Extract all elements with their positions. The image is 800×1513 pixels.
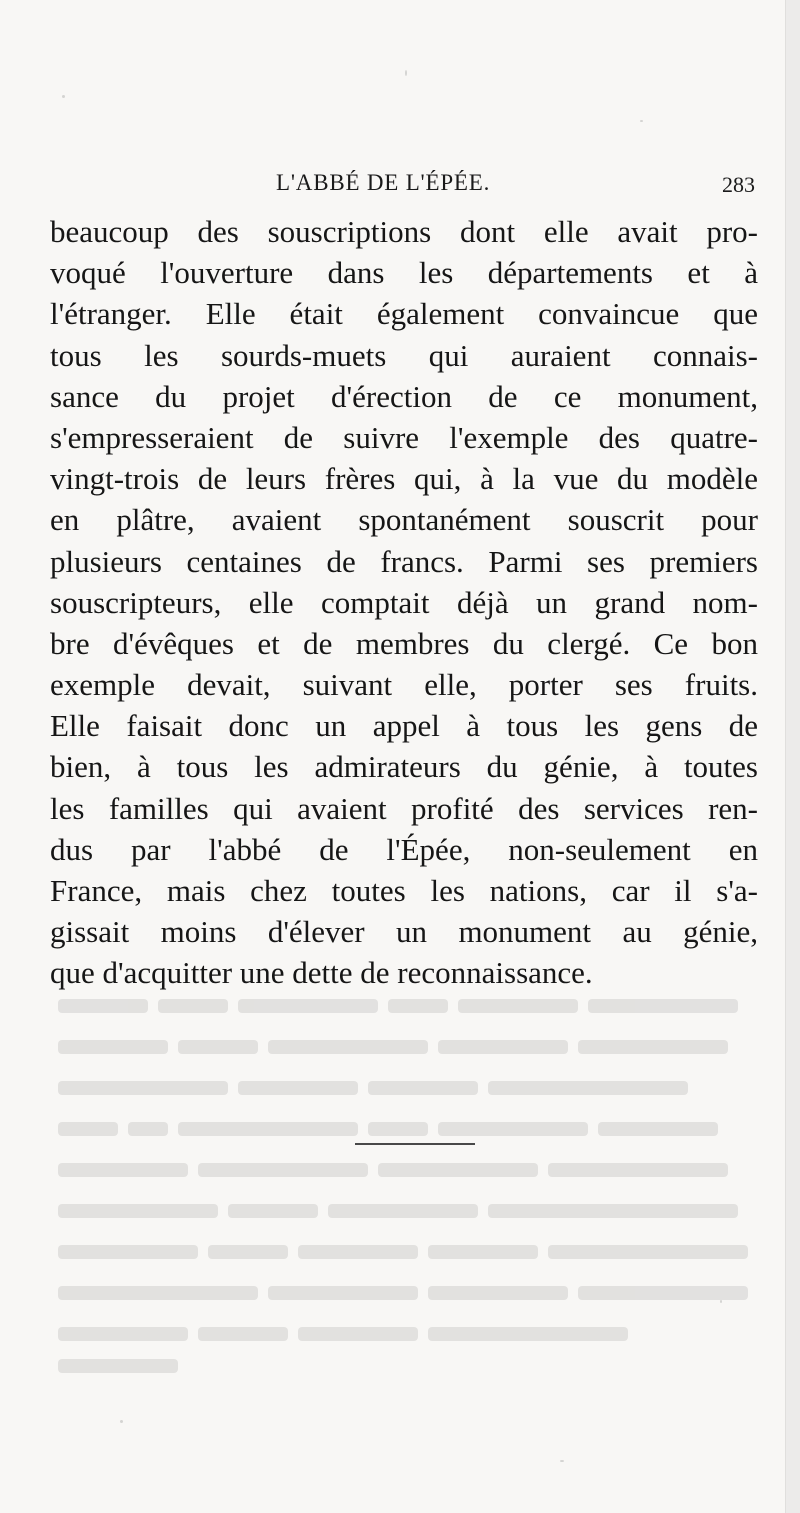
paper-speck — [62, 95, 65, 98]
text-line: en plâtre, avaient spontanément souscrit pour — [50, 502, 758, 538]
paper-speck — [405, 70, 407, 76]
text-line: exemple devait, suivant elle, porter ses fruits. — [50, 667, 758, 703]
text-line: les familles qui avaient profité des services ren- — [50, 790, 758, 826]
text-line: voqué l'ouverture dans les départements et à — [50, 255, 758, 291]
text-line: gissait moins d'élever un monument au génie, — [50, 914, 758, 950]
page-number: 283 — [722, 172, 755, 197]
text-line: souscripteurs, elle comptait déjà un grand nom- — [50, 584, 758, 620]
paper-speck — [560, 1460, 564, 1462]
bleed-through-text — [58, 985, 758, 1385]
running-title: L'ABBÉ DE L'ÉPÉE. — [276, 170, 491, 195]
text-line: beaucoup des souscriptions dont elle avait pro- — [50, 214, 758, 249]
text-line: l'étranger. Elle était également convaincue que — [50, 296, 758, 332]
text-line: tous les sourds-muets qui auraient connais- — [50, 337, 758, 373]
text-line: dus par l'abbé de l'Épée, non-seulement en — [50, 831, 758, 867]
text-line: bre d'évêques et de membres du clergé. Ce bon — [50, 625, 758, 661]
text-line: s'empresseraient de suivre l'exemple des quatre- — [50, 419, 758, 455]
text-line: que d'acquitter une dette de reconnaissance. — [50, 955, 593, 991]
running-header — [50, 170, 755, 206]
text-line: sance du projet d'érection de ce monument, — [50, 378, 758, 414]
text-line: vingt-trois de leurs frères qui, à la vue du modèle — [50, 461, 758, 497]
section-rule — [355, 1143, 475, 1145]
body-text — [50, 211, 758, 994]
text-line: France, mais chez toutes les nations, car il s'a- — [50, 873, 758, 908]
text-line: Elle faisait donc un appel à tous les gens de — [50, 708, 758, 744]
paper-speck — [720, 1300, 722, 1303]
paper-speck — [640, 120, 643, 122]
paper-speck — [120, 1420, 123, 1423]
page-edge — [785, 0, 800, 1513]
text-line: plusieurs centaines de francs. Parmi ses premiers — [50, 543, 758, 579]
text-line: bien, à tous les admirateurs du génie, à toutes — [50, 749, 758, 785]
